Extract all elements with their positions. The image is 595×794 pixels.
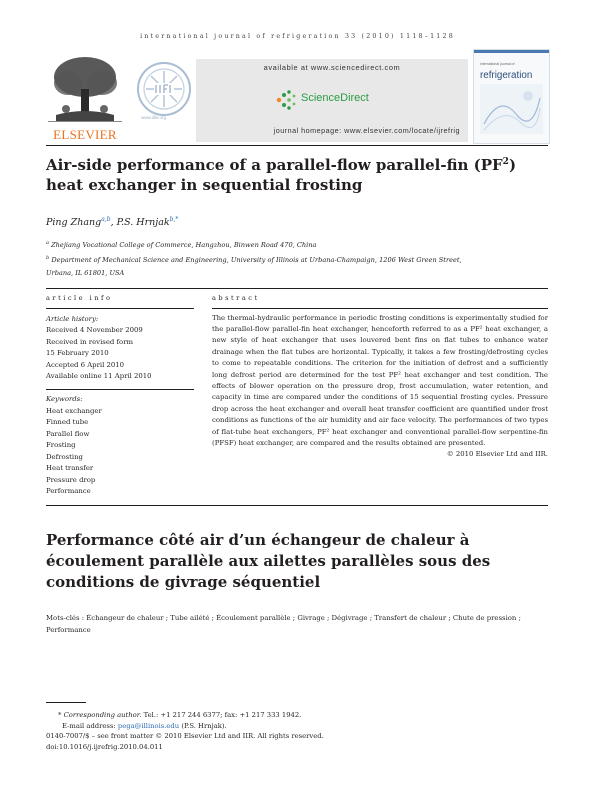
sciencedirect-dots-icon — [275, 89, 299, 111]
corresponding-contact: Tel.: +1 217 244 6377; fax: +1 217 333 1942. — [141, 711, 302, 719]
affiliation-marker: b — [46, 255, 50, 262]
issn-line: 0140-7007/$ – see front matter © 2010 Elsevier Ltd and IIR. All rights reserved. — [46, 732, 324, 740]
title-top-rule — [46, 145, 548, 146]
affiliation-line — [46, 252, 548, 267]
article-info-heading: article info — [46, 294, 113, 302]
email-link[interactable]: pega@illinois.edu — [117, 721, 180, 730]
title-tail: ) heat exchanger in sequential frosting — [46, 156, 517, 194]
keyword: Heat exchanger — [46, 406, 102, 415]
affiliation-text: Urbana, IL 61801, USA — [46, 269, 125, 278]
footnotes — [46, 710, 446, 752]
keyword: Finned tube — [46, 418, 89, 427]
author-name: Ping Zhang — [46, 217, 102, 229]
cover-small-text: international journal of — [480, 62, 515, 66]
article-history — [46, 314, 194, 383]
author-name: P.S. Hrnjak — [116, 217, 170, 229]
footnote-rule — [46, 702, 86, 703]
history-entry: Available online 11 April 2010 — [46, 372, 152, 381]
french-title: Performance côté air d’un échangeur de chaleur à écoulement parallèle aux ailettes parallèles sous des conditions de givrage séquentiel — [46, 531, 491, 591]
abstract-rule — [212, 308, 548, 309]
keyword: Frosting — [46, 441, 76, 450]
sciencedirect-logo-text: ScienceDirect — [301, 92, 369, 104]
available-at-link[interactable]: available at www.sciencedirect.com — [263, 63, 401, 72]
elsevier-wordmark: ELSEVIER — [53, 127, 117, 142]
doi-line[interactable]: doi:10.1016/j.ijrefrig.2010.04.011 — [46, 742, 163, 751]
sciencedirect-logo[interactable] — [275, 89, 395, 113]
info-top-rule — [46, 288, 548, 289]
journal-cover-thumbnail — [473, 49, 550, 144]
author-affiliation-link[interactable]: a,b — [101, 216, 111, 223]
title-main: Air-side performance of a parallel-flow parallel-fin (PF — [46, 156, 503, 174]
abstract-text: The thermal-hydraulic performance in periodic frosting conditions is experimentally studied for the parallel-flow parallel-fin heat exchanger, henceforth referred to as a PF² heat exchanger, a new style of heat exchanger that uses louvered bent fins on flat tubes to enhance water drainage when the flat tubes are horizontal. Typically, it takes a few frosting/defrosting cycles to come to repeatable conditions. The criterion for the initiation of defrost and a sufficiently long defrost period are determined for the test PF² heat exchanger and test condition. The effects of blower operation on the pressure drop, frost accumulation, water retention, and capacity in time are compared under the conditions of 15 sequential frosting cycles. Pressure drop across the heat exchanger and overall heat transfer coefficient are quantified under frost conditions as functions of the air humidity and air face velocity. The performances of two types of flat-tube heat exchangers, PF² heat exchanger and conventional parallel-flow serpentine-fin (PFSF) heat exchanger, are compared and the results obtained are presented. — [212, 313, 548, 448]
affiliations — [46, 237, 548, 280]
iifiir-society-logo — [134, 59, 194, 119]
history-entry: Received in revised form — [46, 337, 134, 346]
cover-top-band — [474, 50, 549, 53]
keywords-rule — [46, 389, 194, 390]
article-info-column — [46, 294, 194, 498]
email-label: E-mail address: — [62, 721, 118, 730]
abstract-copyright: © 2010 Elsevier Ltd and IIR. — [446, 450, 548, 459]
keyword: Defrosting — [46, 452, 83, 461]
corresponding-label: Corresponding author. — [63, 711, 142, 719]
journal-masthead — [46, 49, 548, 142]
footnote-marker: * — [58, 711, 62, 719]
abstract-heading: abstract — [212, 294, 260, 302]
sciencedirect-panel — [196, 59, 468, 142]
email-owner: (P.S. Hrnjak). — [179, 721, 227, 730]
keywords-list — [46, 394, 194, 498]
abstract-bottom-rule — [46, 505, 548, 506]
abstract-column — [212, 294, 548, 460]
cover-journal-title: refrigeration — [480, 70, 533, 81]
history-entry: Received 4 November 2009 — [46, 326, 143, 335]
keyword: Performance — [46, 487, 91, 496]
author-line — [46, 216, 178, 228]
article-title — [46, 152, 556, 195]
corresponding-author-note — [46, 710, 446, 721]
article-info-rule — [46, 308, 194, 309]
keyword: Parallel flow — [46, 429, 90, 438]
cover-artwork — [480, 84, 543, 134]
french-keywords: Mots-clés : Échangeur de chaleur ; Tube ailété ; Écoulement parallèle ; Givrage ; Dégivrage ; Transfert de chaleur ; Chute de pression ; Performance — [46, 614, 521, 634]
keyword: Heat transfer — [46, 464, 94, 473]
history-entry: Accepted 6 April 2010 — [46, 360, 125, 369]
keywords-heading: Keywords: — [46, 395, 83, 404]
keyword: Pressure drop — [46, 475, 96, 484]
affiliation-text: Department of Mechanical Science and Engineering, University of Illinois at Urbana-Champaign, 1206 West Green Street, — [51, 256, 462, 265]
history-heading: Article history: — [46, 314, 99, 323]
society-url: www.iifiir.org — [141, 115, 167, 120]
affiliation-line — [46, 267, 548, 280]
affiliation-text: Zhejiang Vocational College of Commerce, Hangzhou, Binwen Road 470, China — [51, 241, 317, 250]
history-entry: 15 February 2010 — [46, 349, 109, 358]
affiliation-marker: a — [46, 240, 49, 246]
author-separator: , — [110, 217, 117, 229]
email-note — [46, 721, 446, 732]
affiliation-line — [46, 237, 548, 252]
author-affiliation-link[interactable]: b,* — [169, 216, 179, 223]
title-superscript: 2 — [502, 157, 509, 167]
running-header: international journal of refrigeration 33 (2010) 1118–1128 — [140, 33, 455, 40]
journal-homepage-link[interactable]: journal homepage: www.elsevier.com/locate/ijrefrig — [273, 126, 460, 135]
